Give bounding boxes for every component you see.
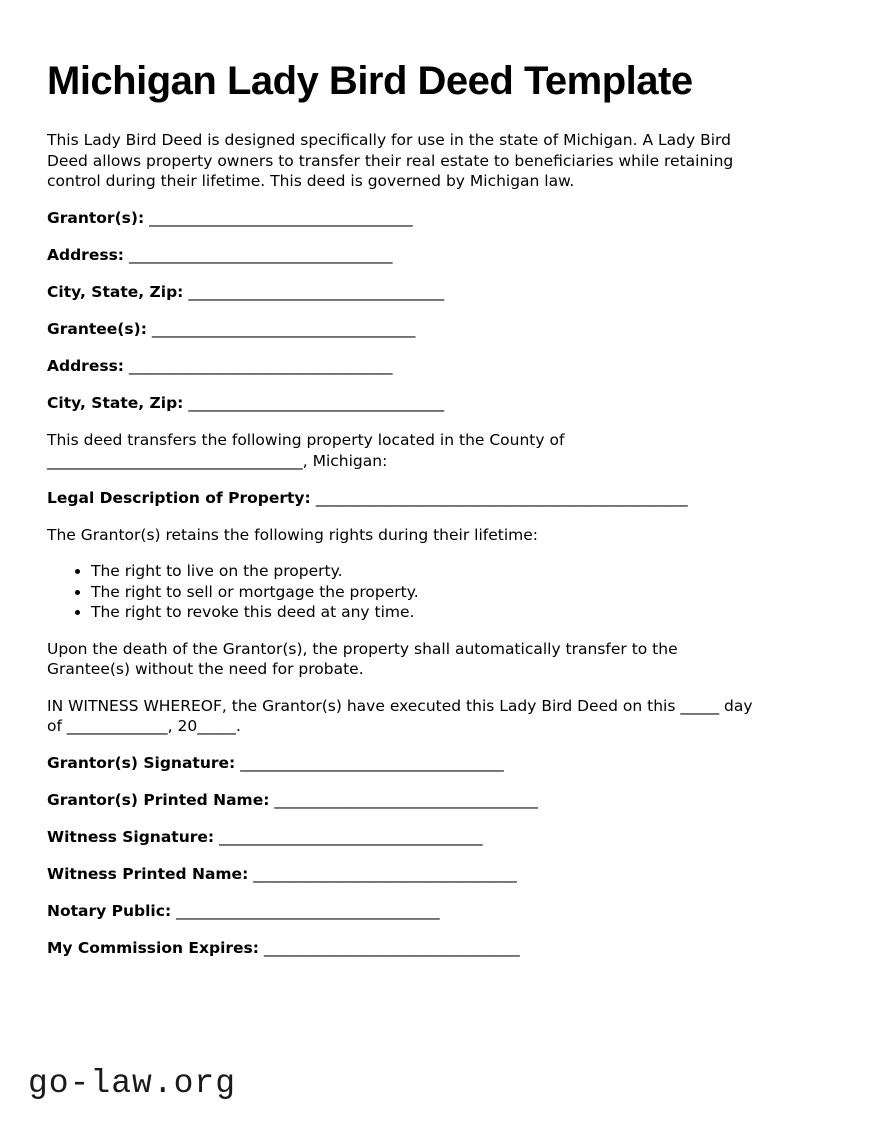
page-title: Michigan Lady Bird Deed Template: [47, 59, 693, 103]
blank-line: ________________________________________________: [315, 488, 688, 507]
rights-list: [47, 561, 821, 623]
death-clause-line: Upon the death of the Grantor(s), the property shall automatically transfer to the: [47, 639, 678, 658]
death-transfer-clause: [47, 639, 821, 680]
right-item-sell-mortgage: • The right to sell or mortgage the property.: [91, 582, 821, 603]
transfer-clause-line: This deed transfers the following property located in the County of: [47, 431, 565, 449]
grantor-printed-name-field: [47, 790, 821, 811]
intro-line: control during their lifetime. This deed is governed by Michigan law.: [47, 172, 575, 190]
blank-line: __________________________________: [176, 902, 440, 920]
blank-line: __________________________________: [219, 828, 483, 846]
grantor-name-field: [47, 208, 821, 229]
blank-line: __________________________________: [274, 791, 538, 809]
field-label: Witness Printed Name:: [47, 865, 249, 883]
footer-brand-link[interactable]: go-law.org: [28, 1065, 237, 1102]
grantor-signature-field: [47, 753, 821, 774]
blank-line: _________________________________: [188, 283, 445, 301]
blank-line: __________________________________: [149, 209, 413, 227]
field-label: Legal Description of Property:: [47, 488, 311, 507]
grantor-address-field: [47, 245, 821, 266]
witness-printed-name-field: [47, 864, 821, 885]
field-label: Address:: [47, 246, 124, 264]
rights-intro: [47, 525, 821, 546]
witness-signature-field: [47, 827, 821, 848]
intro-paragraph: [47, 130, 821, 192]
field-label: Notary Public:: [47, 902, 172, 920]
blank-line: __________________________________: [240, 754, 504, 772]
field-label: Address:: [47, 357, 124, 375]
field-label: Grantor(s):: [47, 209, 145, 227]
field-label: Grantor(s) Signature:: [47, 754, 236, 772]
blank-line: __________________________________: [253, 865, 517, 883]
transfer-clause-line: _________________________________, Michigan:: [47, 451, 388, 470]
intro-line: This Lady Bird Deed is designed specifically for use in the state of Michigan. A Lady Bird: [47, 131, 731, 149]
right-item-revoke: • The right to revoke this deed at any time.: [91, 602, 821, 623]
death-clause-line: Grantee(s) without the need for probate.: [47, 660, 364, 678]
blank-line: __________________________________: [129, 357, 393, 375]
transfer-clause: [47, 430, 821, 471]
witness-whereof-clause: [47, 696, 821, 737]
grantee-name-field: [47, 319, 821, 340]
grantee-address-field: [47, 356, 821, 377]
blank-line: __________________________________: [151, 320, 416, 338]
grantor-city-state-zip-field: [47, 282, 821, 303]
intro-line: Deed allows property owners to transfer their real estate to beneficiaries while retaining: [47, 151, 734, 170]
field-label: My Commission Expires:: [47, 939, 259, 957]
legal-description-field: [47, 488, 821, 509]
field-label: Grantee(s):: [47, 320, 147, 338]
field-label: Grantor(s) Printed Name:: [47, 791, 270, 809]
field-label: Witness Signature:: [47, 828, 215, 846]
witness-clause-line: of _____________, 20_____.: [47, 717, 241, 735]
rights-intro-line: The Grantor(s) retains the following rights during their lifetime:: [47, 525, 538, 544]
right-item-live: • The right to live on the property.: [91, 561, 821, 582]
blank-line: __________________________________: [129, 246, 393, 264]
grantee-city-state-zip-field: [47, 393, 821, 414]
field-label: City, State, Zip:: [47, 283, 184, 301]
field-label: City, State, Zip:: [47, 394, 184, 412]
blank-line: _________________________________: [263, 939, 520, 957]
notary-public-field: [47, 901, 821, 922]
commission-expires-field: [47, 938, 821, 959]
blank-line: _________________________________: [188, 394, 445, 412]
witness-clause-line: IN WITNESS WHEREOF, the Grantor(s) have executed this Lady Bird Deed on this _____ day: [47, 696, 753, 715]
